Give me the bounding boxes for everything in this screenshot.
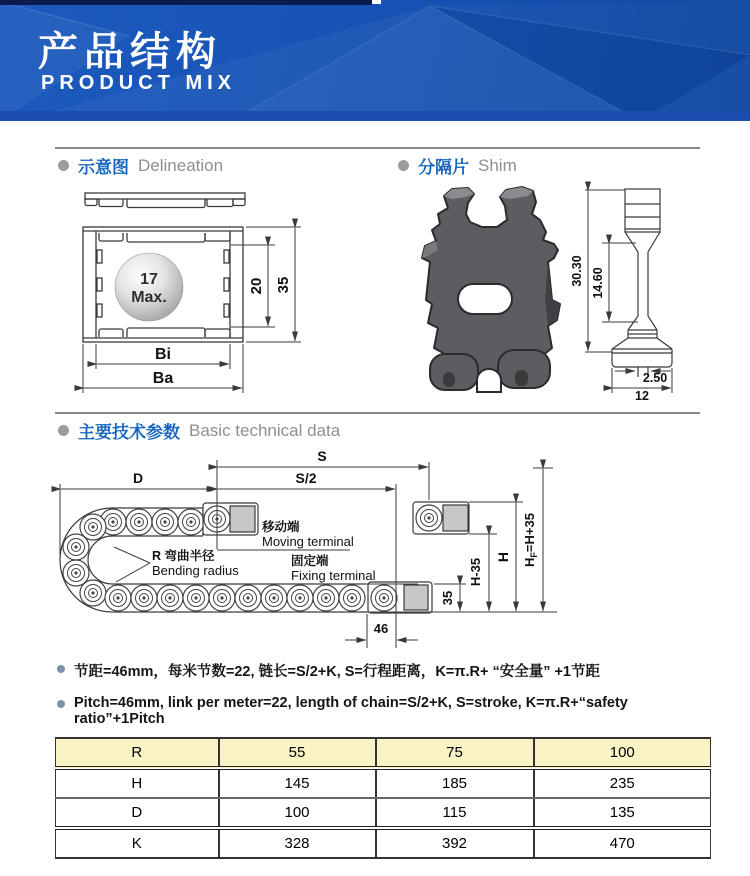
section-header-tech <box>58 418 340 443</box>
fixing-terminal-label-cn: 固定端 <box>291 554 329 568</box>
shim-3d-image <box>422 187 560 392</box>
table-cell: D <box>56 798 219 828</box>
note-cn <box>57 660 722 681</box>
spec-table <box>55 737 711 859</box>
page-header-banner <box>0 0 750 121</box>
fixing-terminal-block <box>368 582 432 613</box>
hf-sub: F <box>529 552 539 558</box>
section-title-cn: 主要技术参数 <box>78 423 180 442</box>
shim-mid-height-label: 14.60 <box>591 267 605 299</box>
shim-drawing <box>400 180 735 402</box>
shim-thickness-label: 2.50 <box>642 371 668 385</box>
lid-profile <box>85 193 245 208</box>
note-cn-text: 节距=46mm，每米节数=22, 链长=S/2+K, S=行程距离，K=π.R+ “安全量” +1节距 <box>74 664 600 680</box>
moving-terminal-label-en: Moving terminal <box>262 534 354 549</box>
section-header-shim <box>398 153 517 178</box>
table-cell: 185 <box>376 768 534 798</box>
section-title-en: Basic technical data <box>189 420 341 440</box>
inner-height-dim-label: 20 <box>248 277 265 295</box>
note-en-text: Pitch=46mm, link per meter=22, length of chain=S/2+K, S=stroke, K=π.R+“safety ratio”+1Pitch <box>74 695 628 727</box>
fixing-terminal-label-en: Fixing terminal <box>291 568 376 583</box>
page-title: 产品结构 <box>38 30 222 74</box>
section-divider-tech <box>55 412 700 414</box>
table-row <box>56 768 711 798</box>
shim-side-profile <box>612 189 672 377</box>
table-cell: 100 <box>534 738 711 768</box>
hf-h: H <box>522 557 537 567</box>
dim-s-label: S <box>317 448 327 464</box>
moving-terminal-label-cn: 移动端 <box>262 520 300 534</box>
hf-rest: =H+35 <box>522 513 537 553</box>
sphere-max-label: Max. <box>131 289 167 306</box>
table-cell: 100 <box>219 798 376 828</box>
dim-d-label: D <box>132 470 144 486</box>
section-title-en: Delineation <box>138 155 224 175</box>
bullet-icon <box>398 160 409 171</box>
dim-hf-label <box>522 513 539 567</box>
section-divider-top <box>55 147 700 149</box>
table-cell: R <box>56 738 219 768</box>
sphere-value-label: 17 <box>140 271 158 288</box>
table-cell: K <box>56 828 219 858</box>
shim-base-width-label: 12 <box>635 389 649 402</box>
dim-h-label: H <box>495 551 511 563</box>
table-cell: 328 <box>219 828 376 858</box>
bullet-icon <box>57 665 65 673</box>
shim-center-hole <box>458 284 512 314</box>
table-cell: 135 <box>534 798 711 828</box>
outer-width-dim-label: Ba <box>152 370 174 387</box>
dim-h35-label: H-35 <box>468 557 483 587</box>
moving-terminal-block <box>203 503 258 535</box>
page-subtitle: PRODUCT MIX <box>41 72 236 94</box>
bullet-icon <box>58 425 69 436</box>
drag-chain-drawing <box>50 442 710 660</box>
table-row <box>56 828 711 858</box>
section-title-en: Shim <box>478 155 517 175</box>
section-header-delineation <box>58 153 223 178</box>
table-cell: 145 <box>219 768 376 798</box>
delineation-drawing <box>55 182 315 400</box>
dim-s2-label: S/2 <box>295 470 317 486</box>
table-cell: H <box>56 768 219 798</box>
table-header-row <box>56 738 711 768</box>
moving-terminal-upper-position <box>413 502 469 534</box>
shim-total-height-label: 30.30 <box>570 255 584 287</box>
dim-35-label: 35 <box>440 590 455 606</box>
table-cell: 75 <box>376 738 534 768</box>
bullet-icon <box>57 700 65 708</box>
section-title-cn: 示意图 <box>78 158 129 177</box>
table-cell: 235 <box>534 768 711 798</box>
note-en <box>57 695 722 727</box>
table-cell: 470 <box>534 828 711 858</box>
inner-width-dim-label: Bi <box>155 346 171 363</box>
table-cell: 55 <box>219 738 376 768</box>
table-cell: 115 <box>376 798 534 828</box>
dimension-lines <box>83 227 301 393</box>
table-cell: 392 <box>376 828 534 858</box>
bending-radius-label-en: Bending radius <box>152 563 239 578</box>
bending-radius-label-cn: R 弯曲半径 <box>152 549 215 563</box>
table-row <box>56 798 711 828</box>
section-title-cn: 分隔片 <box>418 158 469 177</box>
dim-46-label: 46 <box>373 621 389 636</box>
outer-height-dim-label: 35 <box>275 276 292 294</box>
bullet-icon <box>58 160 69 171</box>
